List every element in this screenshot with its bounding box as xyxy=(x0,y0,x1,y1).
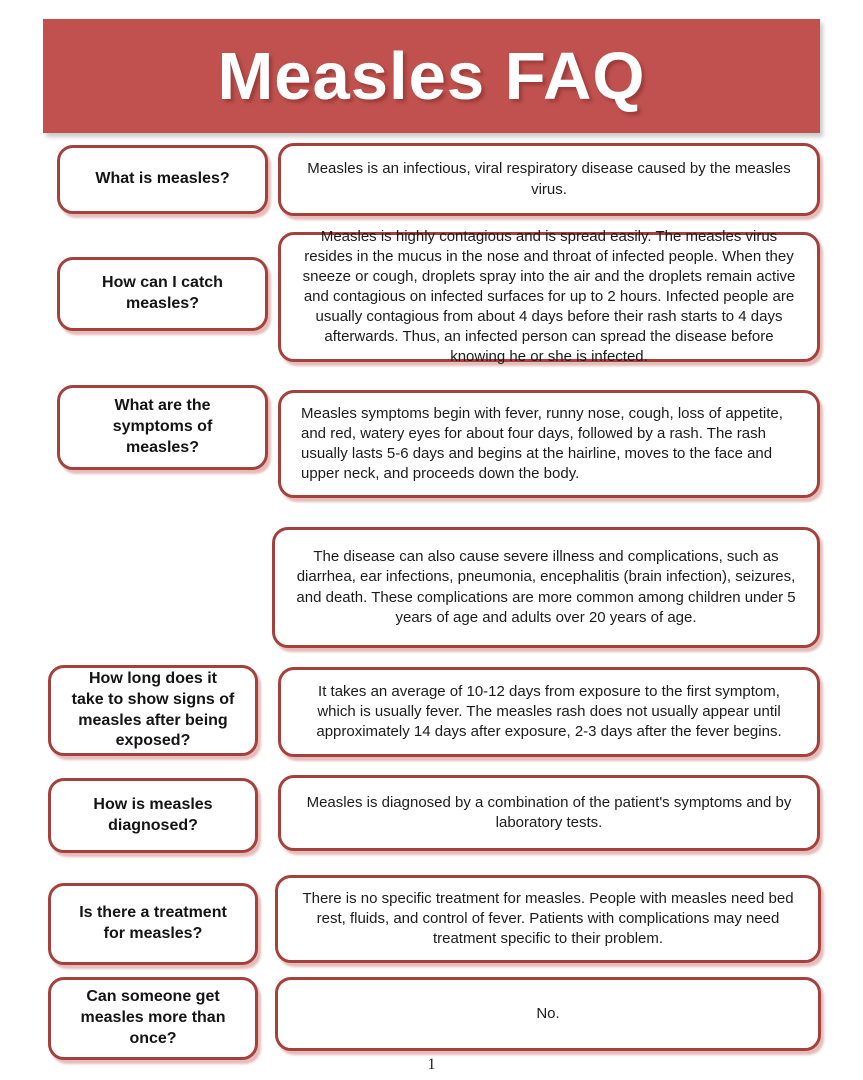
answer-text: Measles is diagnosed by a combination of the patient's symptoms and by laboratory tests. xyxy=(306,793,792,831)
answer-text: Measles is highly contagious and is spread easily. The measles virus resides in the mucus in the nose and throat of infected people. When they sneeze or cough, droplets spray into the air and the droplets remain active and contagious on infected surfaces for up to 2 hours. Infected people are usually contagious from about 4 days before their rash starts to 4 days afterwards. Thus, an infected person can spread the disease before knowing he or she is infected. xyxy=(302,227,796,366)
answer-box-more-than-once xyxy=(275,977,821,1051)
answer-box-treatment xyxy=(275,875,821,963)
answer-box-symptoms xyxy=(278,390,820,498)
question-text: How can I catch measles? xyxy=(102,274,223,312)
question-text: How long does it take to show signs of measles after being exposed? xyxy=(71,669,235,750)
question-box-diagnosed xyxy=(48,778,258,853)
question-box-what-is-measles xyxy=(57,145,268,214)
answer-text: It takes an average of 10-12 days from exposure to the first symptom, which is usually fever. The measles rash does not usually appear until approximately 14 days after exposure, 2-3 days after the fever begins. xyxy=(316,682,782,741)
answer-box-signs-after-exposure xyxy=(278,667,820,757)
answer-box-diagnosed xyxy=(278,775,820,851)
question-box-more-than-once xyxy=(48,977,258,1060)
question-box-treatment xyxy=(48,883,258,965)
page-number: 1 xyxy=(427,1056,436,1073)
answer-text: No. xyxy=(536,1004,560,1022)
page-title: Measles FAQ xyxy=(217,38,646,114)
question-box-signs-after-exposure xyxy=(48,665,258,756)
answer-text: Measles symptoms begin with fever, runny nose, cough, loss of appetite, and red, watery eyes for about four days, followed by a rash. The rash usually lasts 5-6 days and begins at the hairline, moves to the face and upper neck, and proceeds down the body. xyxy=(301,404,783,483)
answer-box-complications xyxy=(272,527,820,648)
answer-text: Measles is an infectious, viral respiratory disease caused by the measles virus. xyxy=(307,160,791,198)
question-box-symptoms xyxy=(57,385,268,470)
answer-box-how-can-i-catch xyxy=(278,227,820,366)
answer-text: There is no specific treatment for measles. People with measles need bed rest, fluids, and control of fever. Patients with complications may need treatment specific to their problem. xyxy=(302,889,794,948)
answer-text: The disease can also cause severe illness and complications, such as diarrhea, ear infections, pneumonia, encephalitis (brain infection), seizures, and death. These complications are more common among children under 5 years of age and adults over 20 years of age. xyxy=(296,548,796,626)
title-banner xyxy=(43,19,820,133)
question-text: What is measles? xyxy=(95,170,230,188)
question-box-how-can-i-catch xyxy=(57,257,268,331)
question-text: Can someone get measles more than once? xyxy=(80,988,226,1047)
question-text: Is there a treatment for measles? xyxy=(79,904,227,942)
answer-box-what-is-measles xyxy=(278,143,820,216)
question-text: What are the symptoms of measles? xyxy=(112,397,213,456)
question-text: How is measles diagnosed? xyxy=(93,795,213,834)
